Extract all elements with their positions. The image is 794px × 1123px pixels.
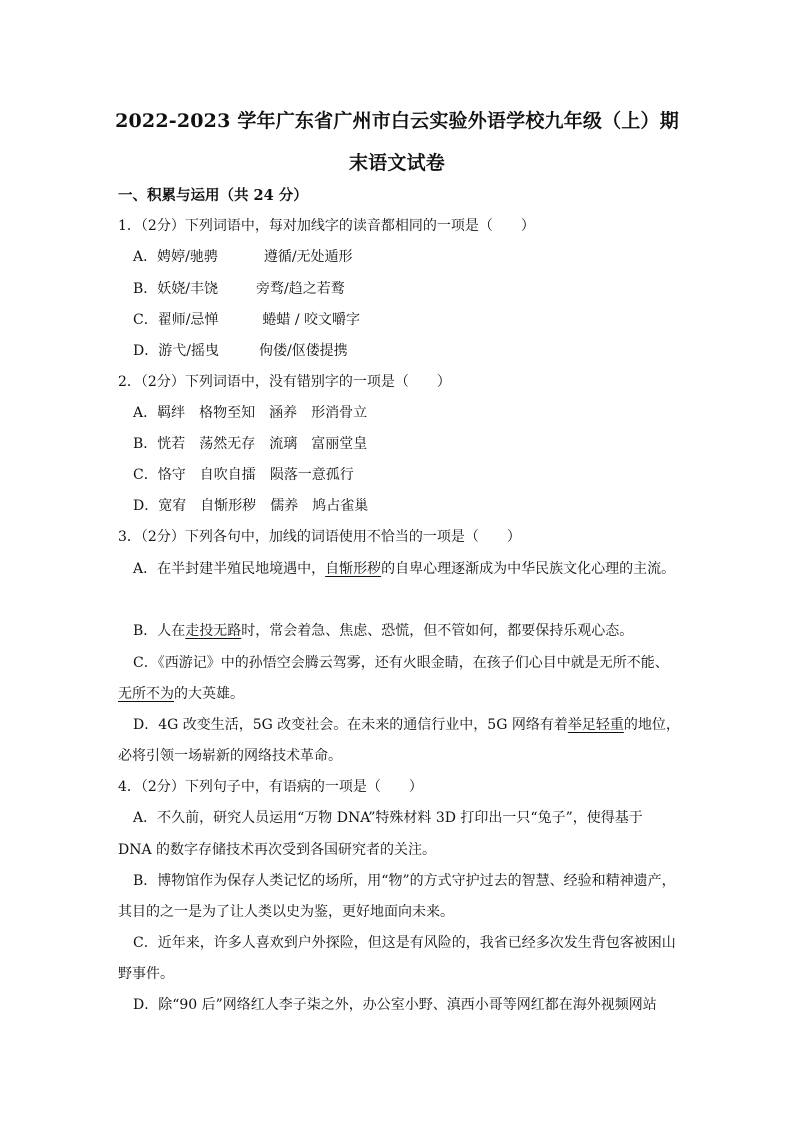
exam-title-line2: 末语文试卷 (348, 152, 445, 174)
question-3-stem: 3．（2分）下列各句中，加线的词语使用不恰当的一项是（ ） (118, 529, 521, 545)
exam-title-line1: 2022-2023 学年广东省广州市白云实验外语学校九年级（上）期 (115, 110, 679, 132)
question-4-option-b-line1: B．博物馆作为保存人类记忆的场所，用“物”的方式守护过去的智慧、经验和精神遗产， (133, 873, 676, 889)
option-pair1: 娉婷/驰骋 (157, 249, 218, 265)
question-3-option-c-line1: C．《西游记》中的孙悟空会腾云驾雾，还有火眼金睛，在孩子们心目中就是无所不能、 (133, 655, 669, 671)
underlined-term: 走投无路 (185, 623, 242, 639)
question-1-stem: 1．（2分）下列词语中，每对加线字的读音都相同的一项是（ ） (118, 218, 535, 234)
question-2-option-a: A．羁绊 格物至知 涵养 形消骨立 (133, 405, 368, 421)
option-text: 时，常会着急、焦虑、恐慌，但不管如何，都要保持乐观心态。 (241, 623, 634, 639)
question-3-option-b (133, 621, 633, 641)
option-label: D． (133, 343, 159, 359)
question-4-option-c-line1: C．近年来，许多人喜欢到户外探险，但这是有风险的，我省已经多次发生背包客被困山 (133, 935, 676, 951)
underlined-term: 举足轻重 (567, 717, 624, 733)
question-4-option-b-line2: 其目的之一是为了让人类以史为鉴，更好地面向未来。 (118, 904, 454, 920)
option-pair1: 游弋/摇曳 (158, 343, 219, 359)
option-text: B．人在 (133, 623, 186, 639)
question-2-option-d: D．宽宥 自惭形秽 儒养 鸠占雀巢 (133, 498, 369, 514)
option-pair2: 佝偻/伛偻提携 (258, 343, 348, 359)
question-4-option-a-line1: A．不久前，研究人员运用“万物 DNA”特殊材料 3D 打印出一只“兔子”，使得基于 (133, 810, 643, 826)
question-3-option-c-line2 (118, 684, 244, 704)
option-pair2: 旁骛/趋之若鹜 (256, 281, 345, 297)
question-4-stem: 4．（2分）下列句子中，有语病的一项是（ ） (118, 779, 423, 795)
question-3-option-a (133, 559, 675, 579)
question-1-option-a (133, 247, 353, 267)
option-label: A． (133, 249, 158, 265)
option-text: 的大英雄。 (174, 686, 244, 702)
option-label: B． (133, 281, 158, 297)
underlined-term: 无所不为 (118, 686, 174, 702)
question-4-option-a-line2: DNA 的数字存储技术再次受到各国研究者的关注。 (118, 842, 437, 858)
question-4-option-c-line2: 野事件。 (118, 966, 174, 982)
option-text: 的自卑心理逐渐成为中华民族文化心理的主流。 (381, 561, 676, 577)
question-3-option-d-line2: 必将引领一场崭新的网络技术革命。 (118, 748, 342, 764)
question-1-option-b (133, 279, 345, 299)
option-pair2: 蜷蜡 / 咬文嚼字 (262, 312, 361, 328)
option-text: A．在半封建半殖民地境遇中， (133, 561, 326, 577)
question-2-stem: 2．（2分）下列词语中，没有错别字的一项是（ ） (118, 374, 451, 390)
underlined-term: 自惭形秽 (325, 561, 382, 577)
question-2-option-b: B．恍若 荡然无存 流璃 富丽堂皇 (133, 436, 368, 452)
question-2-option-c: C．恪守 自吹自擂 陨落一意孤行 (133, 467, 354, 483)
question-1-option-c (133, 310, 360, 330)
question-3-option-d-line1 (133, 715, 680, 735)
option-pair1: 妖娆/丰饶 (157, 281, 219, 297)
section-heading: 一、积累与运用（共 24 分） (118, 187, 308, 204)
option-text: D．4G 改变生活，5G 改变社会。在未来的通信行业中，5G 网络有着 (133, 717, 568, 733)
option-pair2: 遵循/无处遁形 (263, 249, 353, 265)
option-text: 的地位， (623, 717, 680, 733)
option-pair1: 翟师/忌惮 (157, 312, 219, 328)
question-4-option-d-line1: D．除“90 后”网络红人李子柒之外，办公室小野、滇西小哥等网红都在海外视频网站 (133, 997, 657, 1013)
option-label: C． (133, 312, 158, 328)
question-1-option-d (133, 341, 348, 361)
